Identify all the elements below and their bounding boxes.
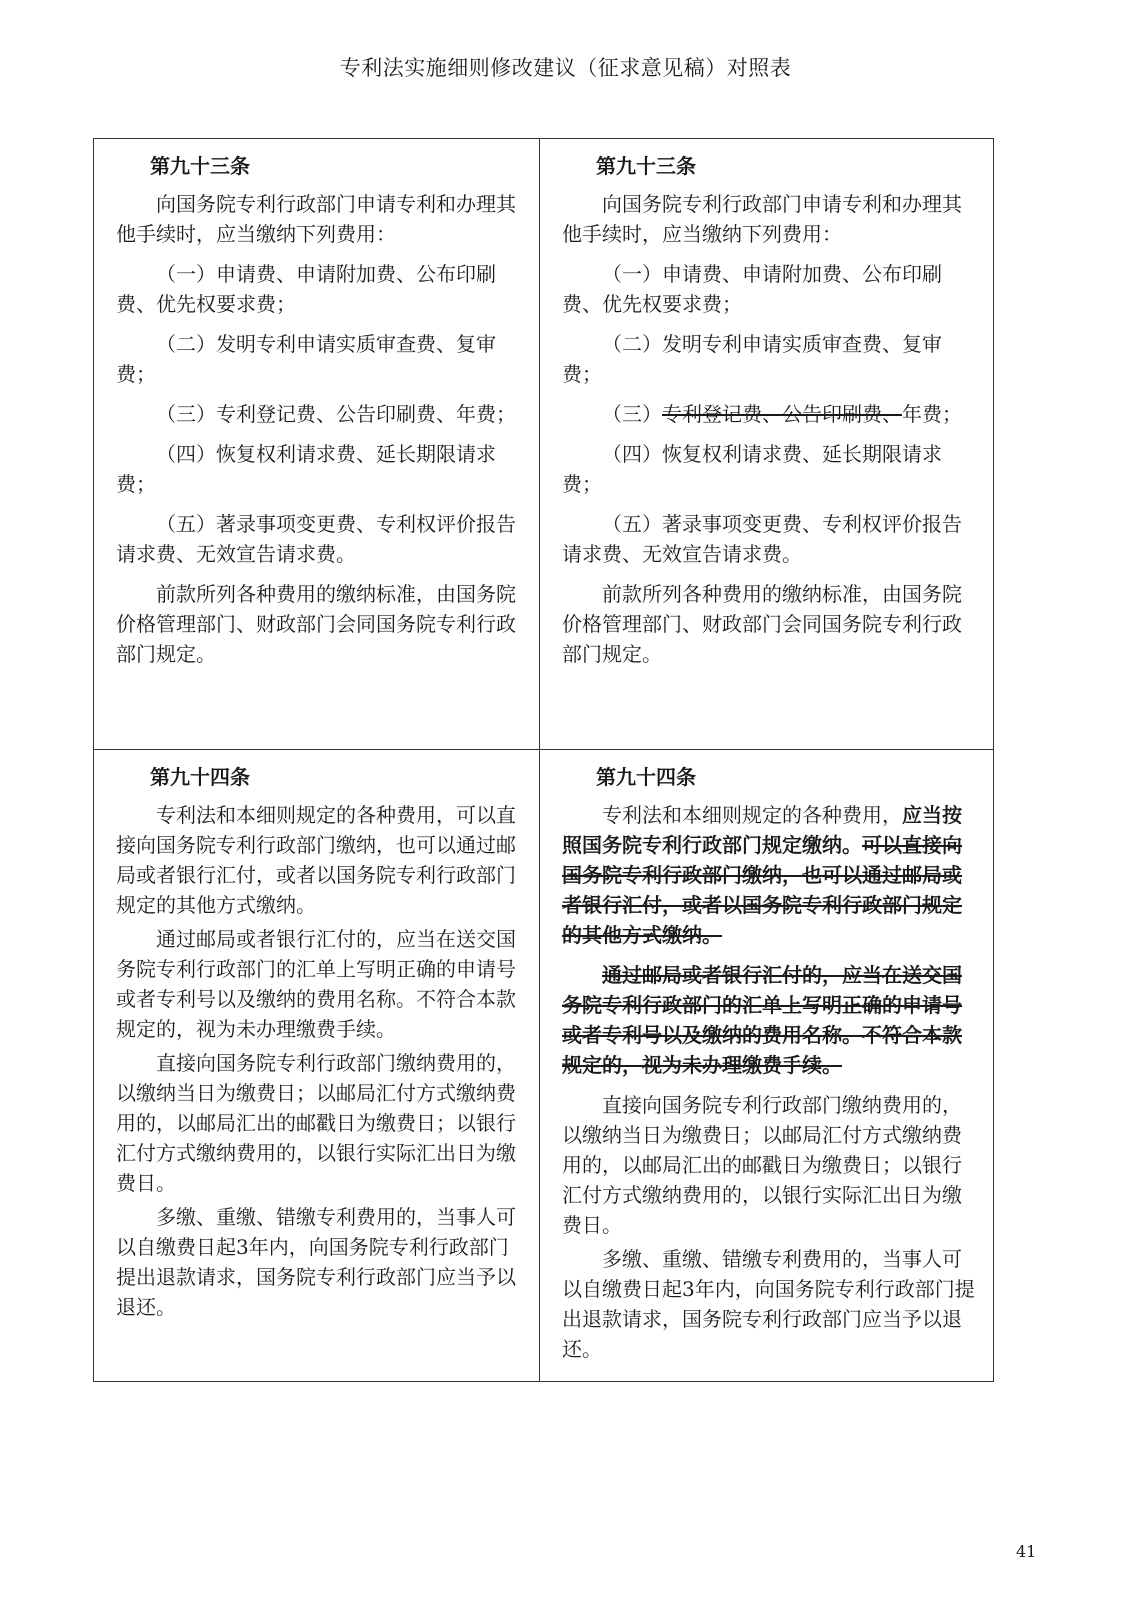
text-span: （三） [602,402,662,426]
paragraph: 前款所列各种费用的缴纳标准，由国务院价格管理部门、财政部门会同国务院专利行政部门规定。 [562,582,962,666]
paragraph: （四）恢复权利请求费、延长期限请求费； [116,442,496,496]
paragraph: 多缴、重缴、错缴专利费用的，当事人可以自缴费日起3年内，向国务院专利行政部门提出退款请求，国务院专利行政部门应当予以退还。 [116,1205,516,1320]
paragraph: 前款所列各种费用的缴纳标准，由国务院价格管理部门、财政部门会同国务院专利行政部门规定。 [116,582,516,666]
original-text-cell [94,139,540,750]
revised-text-cell [540,750,994,1382]
comparison-table [93,138,994,1382]
paragraph: （五）著录事项变更费、专利权评价报告请求费、无效宣告请求费。 [116,512,516,566]
paragraph: 多缴、重缴、错缴专利费用的，当事人可以自缴费日起3年内，向国务院专利行政部门提出退款请求，国务院专利行政部门应当予以退还。 [562,1247,975,1362]
original-text-cell [94,750,540,1382]
deleted-text: 专利登记费、公告印刷费、 [662,402,902,426]
paragraph: 向国务院专利行政部门申请专利和办理其他手续时，应当缴纳下列费用： [562,192,962,246]
paragraph: （二）发明专利申请实质审查费、复审费； [562,332,942,386]
document-header-title: 专利法实施细则修改建议（征求意见稿）对照表 [339,56,792,80]
paragraph: （一）申请费、申请附加费、公布印刷费、优先权要求费； [562,262,942,316]
article-title: 第九十三条 [596,154,696,178]
paragraph: 向国务院专利行政部门申请专利和办理其他手续时，应当缴纳下列费用： [116,192,516,246]
paragraph [562,399,977,429]
paragraph: （一）申请费、申请附加费、公布印刷费、优先权要求费； [116,262,496,316]
paragraph: （二）发明专利申请实质审查费、复审费； [116,332,496,386]
paragraph: （三）专利登记费、公告印刷费、年费； [156,402,516,426]
article-title: 第九十四条 [150,765,250,790]
article-title: 第九十四条 [596,765,696,790]
paragraph: 通过邮局或者银行汇付的，应当在送交国务院专利行政部门的汇单上写明正确的申请号或者专利号以及缴纳的费用名称。不符合本款规定的，视为未办理缴费手续。 [116,927,516,1042]
paragraph [562,960,977,1080]
paragraph: 专利法和本细则规定的各种费用，可以直接向国务院专利行政部门缴纳，也可以通过邮局或者银行汇付，或者以国务院专利行政部门规定的其他方式缴纳。 [116,803,516,918]
text-span: 年费； [902,402,962,426]
paragraph: （四）恢复权利请求费、延长期限请求费； [562,442,942,496]
inserted-text: 应当按照国务院专利行政部门规定缴纳。 [562,803,962,858]
article-title: 第九十三条 [150,154,250,178]
page-number: 41 [1016,1542,1037,1561]
revised-text-cell [540,139,994,750]
table-row-article-94 [94,750,994,1382]
paragraph [562,800,977,950]
paragraph: 直接向国务院专利行政部门缴纳费用的，以缴纳当日为缴费日；以邮局汇付方式缴纳费用的，以邮局汇出的邮戳日为缴费日；以银行汇付方式缴纳费用的，以银行实际汇出日为缴费日。 [562,1093,962,1238]
paragraph: 直接向国务院专利行政部门缴纳费用的，以缴纳当日为缴费日；以邮局汇付方式缴纳费用的，以邮局汇出的邮戳日为缴费日；以银行汇付方式缴纳费用的，以银行实际汇出日为缴费日。 [116,1051,516,1196]
deleted-text: 通过邮局或者银行汇付的，应当在送交国务院专利行政部门的汇单上写明正确的申请号或者专利号以及缴纳的费用名称。不符合本款规定的，视为未办理缴费手续。 [562,963,962,1078]
deleted-text: 可以直接向国务院专利行政部门缴纳，也可以通过邮局或者银行汇付，或者以国务院专利行政部门规定的其他方式缴纳。 [562,833,962,948]
text-span: 专利法和本细则规定的各种费用， [602,803,902,828]
table-row-article-93 [94,139,994,750]
paragraph: （五）著录事项变更费、专利权评价报告请求费、无效宣告请求费。 [562,512,962,566]
